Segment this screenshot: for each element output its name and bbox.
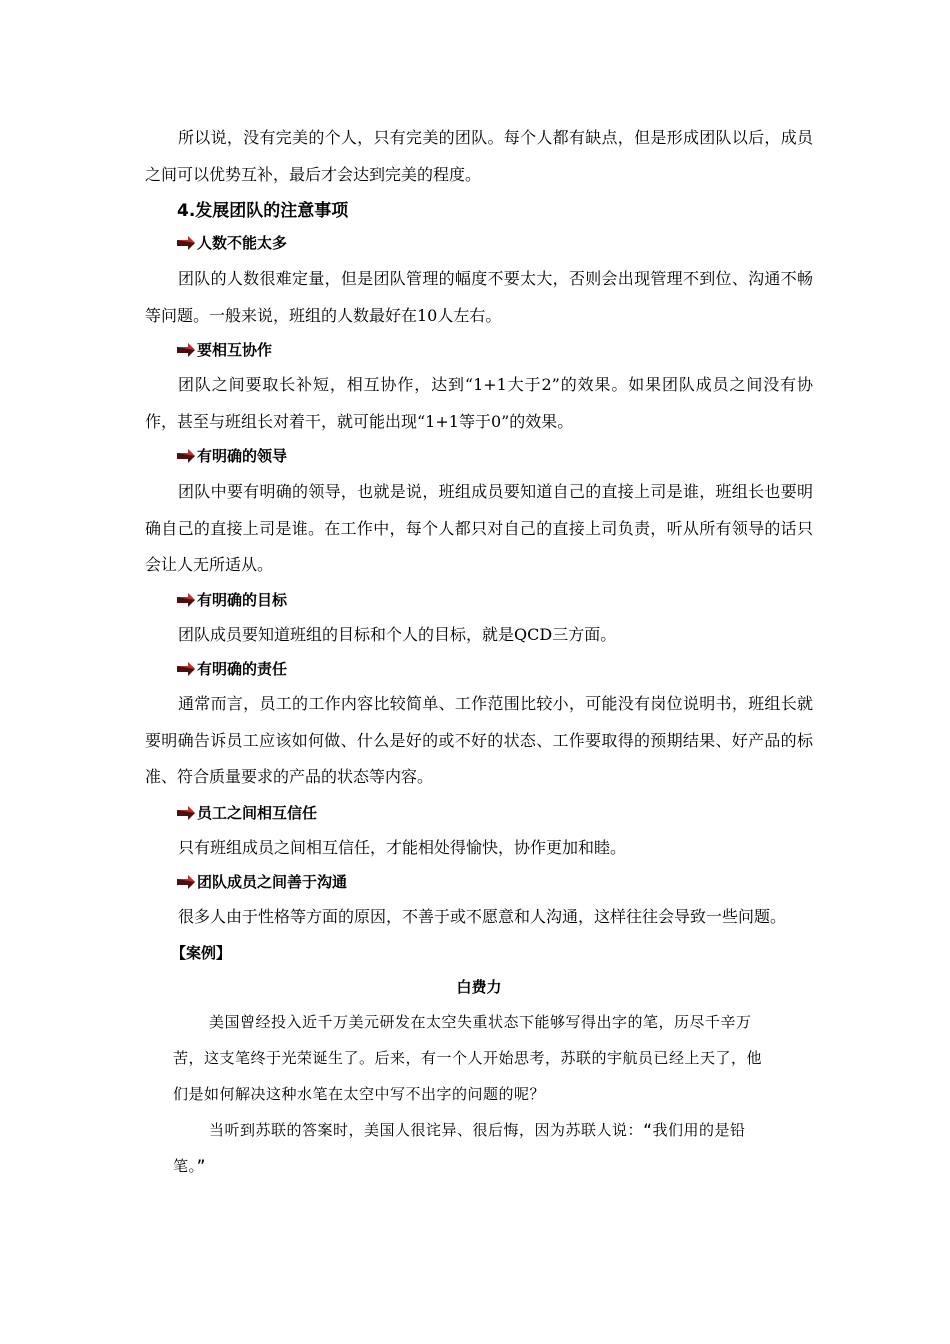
item-text-block	[145, 617, 813, 654]
item-heading	[145, 801, 813, 825]
arrow-bullet-icon	[176, 448, 196, 464]
story-paragraph: 当听到苏联的答案时，美国人很诧异、很后悔，因为苏联人说：“我们用的是铅笔。”	[173, 1121, 746, 1175]
item-text-block	[145, 830, 813, 867]
arrow-bullet-icon	[176, 342, 196, 358]
item-title: 员工之间相互信任	[197, 804, 318, 822]
item-title: 有明确的责任	[197, 660, 288, 678]
story-block	[173, 1004, 841, 1184]
item-heading	[145, 588, 813, 612]
story-title: 白费力	[456, 978, 502, 996]
item-block	[145, 231, 813, 255]
item-title: 有明确的领导	[197, 447, 288, 465]
item-text-block	[145, 899, 813, 936]
intro-block	[145, 120, 813, 193]
story-paragraph: 美国曾经投入近千万美元研发在太空失重状态下能够写得出字的笔，历尽千辛万苦，这支笔终于光荣诞生了。后来，有一个人开始思考，苏联的宇航员已经上天了，他们是如何解决这种水笔在太空中写不出字的问题的呢？	[173, 1013, 763, 1103]
item-block	[145, 444, 813, 468]
item-title: 团队成员之间善于沟通	[197, 873, 348, 891]
item-heading	[145, 657, 813, 681]
item-block	[145, 870, 813, 894]
item-text-block	[145, 261, 813, 334]
story-title-block	[145, 975, 813, 999]
section-heading-block	[145, 199, 813, 223]
item-text: 团队成员要知道班组的目标和个人的目标，就是QCD三方面。	[178, 625, 617, 644]
item-title: 人数不能太多	[197, 234, 288, 252]
item-text: 只有班组成员之间相互信任，才能相处得愉快，协作更加和睦。	[178, 838, 627, 857]
intro-paragraph: 所以说，没有完美的个人，只有完美的团队。每个人都有缺点，但是形成团队以后，成员之间可以优势互补，最后才会达到完美的程度。	[145, 128, 813, 184]
item-heading	[145, 338, 813, 362]
arrow-bullet-icon	[176, 592, 196, 608]
item-heading	[145, 231, 813, 255]
item-text: 团队之间要取长补短，相互协作，达到“1+1大于2”的效果。如果团队成员之间没有协作，甚至与班组长对着干，就可能出现“1+1等于0”的效果。	[145, 375, 813, 431]
item-text: 团队中要有明确的领导，也就是说，班组成员要知道自己的直接上司是谁，班组长也要明确自己的直接上司是谁。在工作中，每个人都只对自己的直接上司负责，听从所有领导的话只会让人无所适从。	[145, 482, 813, 574]
item-heading	[145, 870, 813, 894]
arrow-bullet-icon	[176, 235, 196, 251]
arrow-bullet-icon	[176, 661, 196, 677]
arrow-bullet-icon	[176, 874, 196, 890]
item-block	[145, 657, 813, 681]
section-heading: 4.发展团队的注意事项	[177, 201, 349, 221]
item-text-block	[145, 686, 813, 796]
case-label-block	[145, 941, 813, 965]
item-text-block	[145, 367, 813, 440]
item-title: 要相互协作	[197, 341, 273, 359]
case-label: 【案例】	[171, 944, 232, 962]
arrow-bullet-icon	[176, 805, 196, 821]
item-block	[145, 801, 813, 825]
item-text-block	[145, 474, 813, 584]
item-block	[145, 588, 813, 612]
item-text: 团队的人数很难定量，但是团队管理的幅度不要太大，否则会出现管理不到位、沟通不畅等问题。一般来说，班组的人数最好在10人左右。	[145, 269, 813, 325]
item-block	[145, 338, 813, 362]
item-heading	[145, 444, 813, 468]
item-title: 有明确的目标	[197, 591, 288, 609]
item-text: 通常而言，员工的工作内容比较简单、工作范围比较小，可能没有岗位说明书，班组长就要明确告诉员工应该如何做、什么是好的或不好的状态、工作要取得的预期结果、好产品的标准、符合质量要求的产品的状态等内容。	[145, 694, 813, 786]
item-text: 很多人由于性格等方面的原因，不善于或不愿意和人沟通，这样往往会导致一些问题。	[178, 907, 787, 926]
